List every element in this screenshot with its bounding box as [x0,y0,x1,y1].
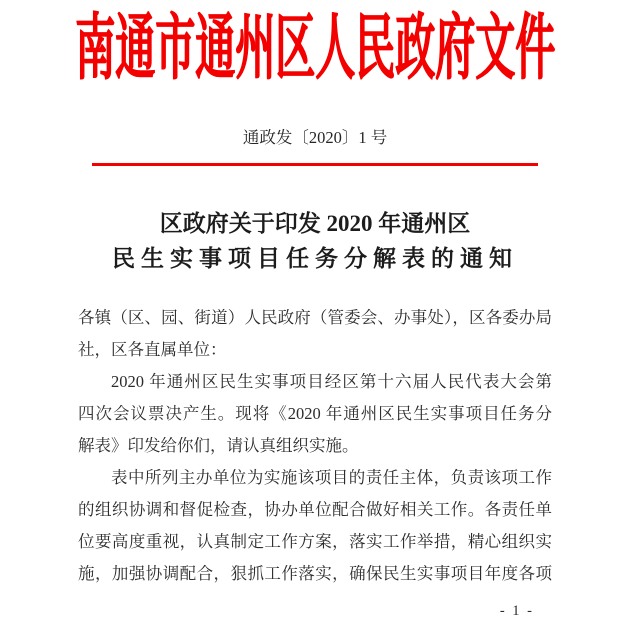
red-divider-rule [92,163,538,166]
body-line: 表中所列主办单位为实施该项目的责任主体，负责该项工作 [111,468,552,487]
body-line: 位要高度重视，认真制定工作方案，落实工作举措，精心组织实 [78,532,552,551]
document-title-line-1: 区政府关于印发 2020 年通州区 [159,211,471,236]
government-header-title: 南通市通州区人民政府文件 [75,7,555,89]
document-title-line-2: 民生实事项目任务分解表的通知 [112,246,518,271]
body-text [78,302,552,590]
red-masthead [75,7,555,89]
body-line: 四次会议票决产生。现将《2020 年通州区民生实事项目任务分 [78,404,552,423]
body-line: 施，加强协调配合，狠抓工作落实，确保民生实事项目年度各项 [78,564,552,583]
body-line: 解表》印发给你们，请认真组织实施。 [78,436,359,455]
document-content [75,7,555,620]
document-number: 通政发〔2020〕1 号 [242,128,388,147]
body-line: 社，区各直属单位： [78,340,227,359]
body-line: 的组织协调和督促检查，协办单位配合做好相关工作。各责任单 [78,500,552,519]
document-title [78,206,552,276]
body-line: 各镇（区、园、街道）人民政府（管委会、办事处），区各委办局 [78,308,552,327]
page-number: - 1 - [499,603,534,619]
body-line: 2020 年通州区民生实事项目经区第十六届人民代表大会第 [111,372,552,391]
